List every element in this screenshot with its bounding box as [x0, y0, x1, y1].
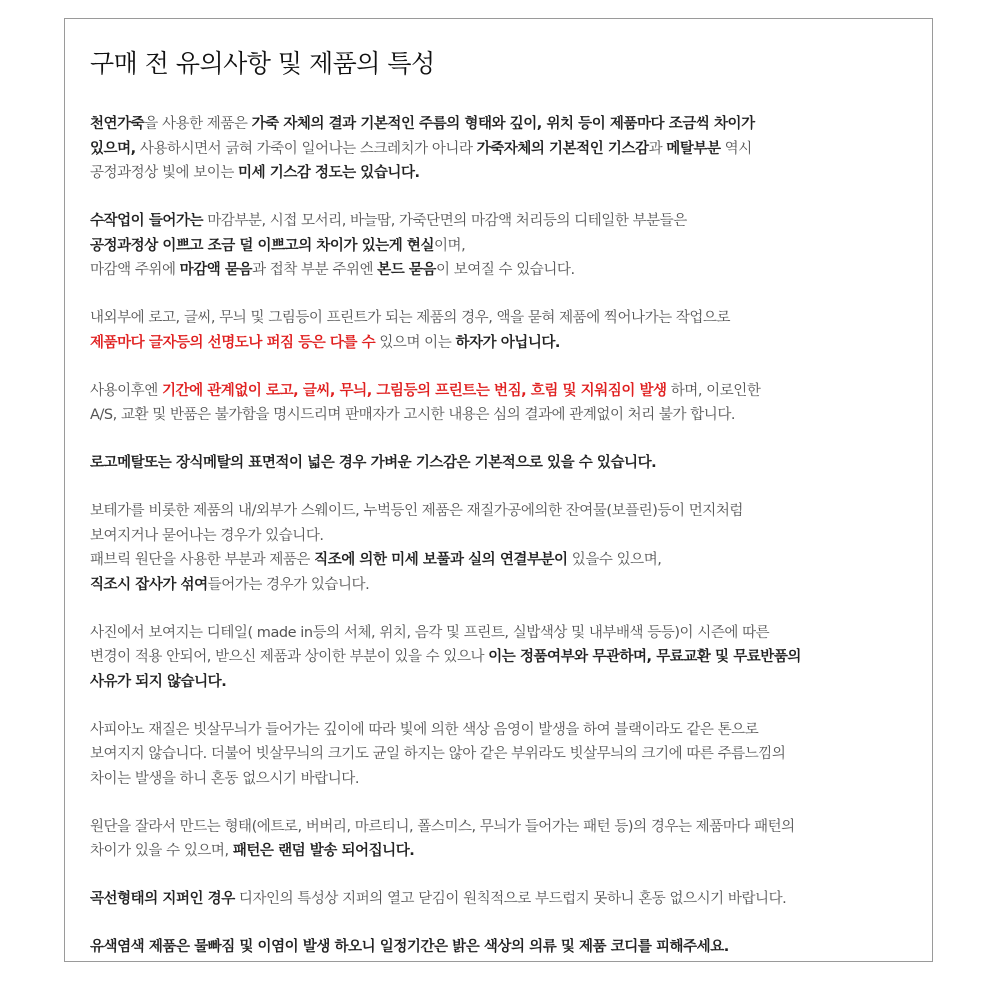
notice-line [90, 524, 890, 549]
notice-line [90, 331, 890, 356]
body-text: 사진에서 보여지는 디테일( made in등의 서체, 위치, 음각 및 프린트, 실밥색상 및 내부배색 등등)이 시즌에 따른 [90, 624, 770, 641]
highlight-text: 제품마다 글자등의 선명도나 퍼짐 등은 다를 수 [90, 334, 376, 351]
notice-line [90, 839, 890, 864]
body-text: 있을수 있으며, [567, 552, 662, 568]
page-title: 구매 전 유의사항 및 제품의 특성 [90, 49, 435, 78]
body-text: 차이는 발생을 하니 혼동 없으시기 바랍니다. [90, 770, 359, 787]
notice-line [90, 209, 890, 234]
body-text: 보여지거나 묻어나는 경우가 있습니다. [90, 527, 324, 544]
notice-paragraph [90, 451, 890, 476]
body-text: 사용하시면서 긁혀 가죽이 일어나는 스크레치가 아니라 [135, 140, 477, 157]
notice-line [90, 379, 890, 404]
body-text: 변경이 적용 안되어, 받으신 제품과 상이한 부분이 있을 수 있으나 [90, 649, 489, 665]
notice-line [90, 887, 890, 912]
notice-line [90, 403, 890, 428]
notice-line [90, 112, 890, 137]
body-text: 차이가 있을 수 있으며, [90, 843, 233, 859]
body-text: 디자인의 특성상 지퍼의 열고 닫김이 원칙적으로 부드럽지 못하니 혼동 없으시기 바랍니다. [234, 891, 787, 907]
bold-text: 가죽 자체의 결과 기본적인 주름의 형태와 깊이, 위치 등이 제품마다 조금씩 차이가 [251, 116, 755, 132]
body-text: 이 보여질 수 있습니다. [435, 262, 575, 278]
body-text: 보여지지 않습니다. 더불어 빗살무늬의 크기도 균일 하지는 않아 같은 부위라도 빗살무늬의 크기에 따른 주름느낌의 [90, 746, 786, 762]
notice-line [90, 499, 890, 524]
bold-text: 가죽자체의 기본적인 기스감 [476, 140, 649, 157]
notice-paragraph [90, 935, 890, 960]
notice-line [90, 161, 890, 186]
body-text: 과 [648, 140, 667, 157]
body-text: 과 접착 부분 주위엔 [252, 262, 378, 278]
notice-line [90, 548, 890, 573]
notice-line [90, 645, 890, 670]
body-text: 역시 [720, 140, 752, 157]
body-text: 사용이후엔 [90, 382, 162, 399]
notice-paragraph [90, 499, 890, 597]
bold-text: 사유가 되지 않습니다. [90, 673, 227, 690]
body-text: 사피아노 재질은 빗살무늬가 들어가는 깊이에 따라 빛에 의한 색상 음영이 발생을 하여 블랙이라도 같은 톤으로 [90, 721, 759, 738]
bold-text: 곡선형태의 지퍼인 경우 [90, 891, 235, 907]
body-text: 있으며 이는 [375, 334, 456, 351]
notice-line [90, 451, 890, 476]
body-text: 이며, [434, 237, 466, 254]
bold-text: 미세 기스감 정도는 있습니다. [238, 165, 420, 181]
notice-line [90, 306, 890, 331]
body-text: 원단을 잘라서 만드는 형태(에트로, 버버리, 마르티니, 폴스미스, 무늬가 들어가는 패턴 등)의 경우는 제품마다 패턴의 [90, 818, 795, 835]
bold-text: 패턴은 랜덤 발송 되어집니다. [232, 843, 415, 859]
bold-text: 메탈부분 [666, 140, 721, 157]
notice-line [90, 935, 890, 960]
bold-text: 직조에 의한 미세 보풀과 실의 연결부분이 [314, 552, 568, 568]
notice-line [90, 621, 890, 646]
notice-line [90, 258, 890, 283]
body-text: 내외부에 로고, 글씨, 무늬 및 그림등이 프린트가 되는 제품의 경우, 액을 묻혀 제품에 찍어나가는 작업으로 [90, 310, 731, 326]
bold-text: 있으며, [90, 140, 136, 157]
body-text: 을 사용한 제품은 [144, 116, 252, 132]
notice-content [90, 112, 890, 983]
notice-paragraph [90, 112, 890, 186]
notice-line [90, 767, 890, 792]
bold-text: 공정과정상 이쁘고 조금 덜 이쁘고의 차이가 있는게 현실 [90, 237, 434, 254]
notice-paragraph [90, 887, 890, 912]
notice-paragraph [90, 306, 890, 355]
notice-line [90, 670, 890, 695]
notice-line [90, 573, 890, 598]
body-text: 하며, 이로인한 [666, 382, 761, 399]
notice-line [90, 137, 890, 162]
bold-text: 천연가죽 [90, 116, 145, 132]
bold-text: 하자가 아닙니다. [455, 334, 560, 351]
body-text: 공정과정상 빛에 보이는 [90, 165, 239, 181]
highlight-text: 기간에 관계없이 로고, 글씨, 무늬, 그림등의 프린트는 번짐, 흐림 및 지워짐이 발생 [161, 382, 667, 399]
notice-paragraph [90, 379, 890, 428]
bold-text: 마감액 묻음 [179, 262, 253, 278]
bold-text: 유색염색 제품은 물빠짐 및 이염이 발생 하오니 일정기간은 밝은 색상의 의류 및 제품 코디를 피해주세요. [90, 939, 729, 955]
bold-text: 이는 정품여부와 무관하며, 무료교환 및 무료반품의 [488, 649, 801, 665]
notice-line [90, 742, 890, 767]
notice-paragraph [90, 815, 890, 864]
bold-text: 수작업이 들어가는 [90, 213, 204, 229]
notice-paragraph [90, 621, 890, 695]
bold-text: 본드 묻음 [377, 262, 436, 278]
body-text: 보테가를 비롯한 제품의 내/외부가 스웨이드, 누벅등인 제품은 재질가공에의한 잔여물(보플린)등이 먼지처럼 [90, 503, 743, 519]
notice-line [90, 234, 890, 259]
bold-text: 직조시 잡사가 섞여 [90, 576, 208, 593]
notice-line [90, 815, 890, 840]
notice-paragraph [90, 209, 890, 283]
notice-paragraph [90, 718, 890, 792]
bold-text: 로고메탈또는 장식메탈의 표면적이 넓은 경우 가벼운 기스감은 기본적으로 있을 수 있습니다. [90, 455, 657, 471]
body-text: A/S, 교환 및 반품은 불가함을 명시드리며 판매자가 고시한 내용은 심의 결과에 관계없이 처리 불가 합니다. [90, 407, 736, 423]
body-text: 마감부분, 시접 모서리, 바늘땀, 가죽단면의 마감액 처리등의 디테일한 부분들은 [203, 213, 687, 229]
body-text: 패브릭 원단을 사용한 부분과 제품은 [90, 552, 315, 568]
notice-line [90, 718, 890, 743]
body-text: 들어가는 경우가 있습니다. [207, 576, 370, 593]
body-text: 마감액 주위에 [90, 262, 180, 278]
